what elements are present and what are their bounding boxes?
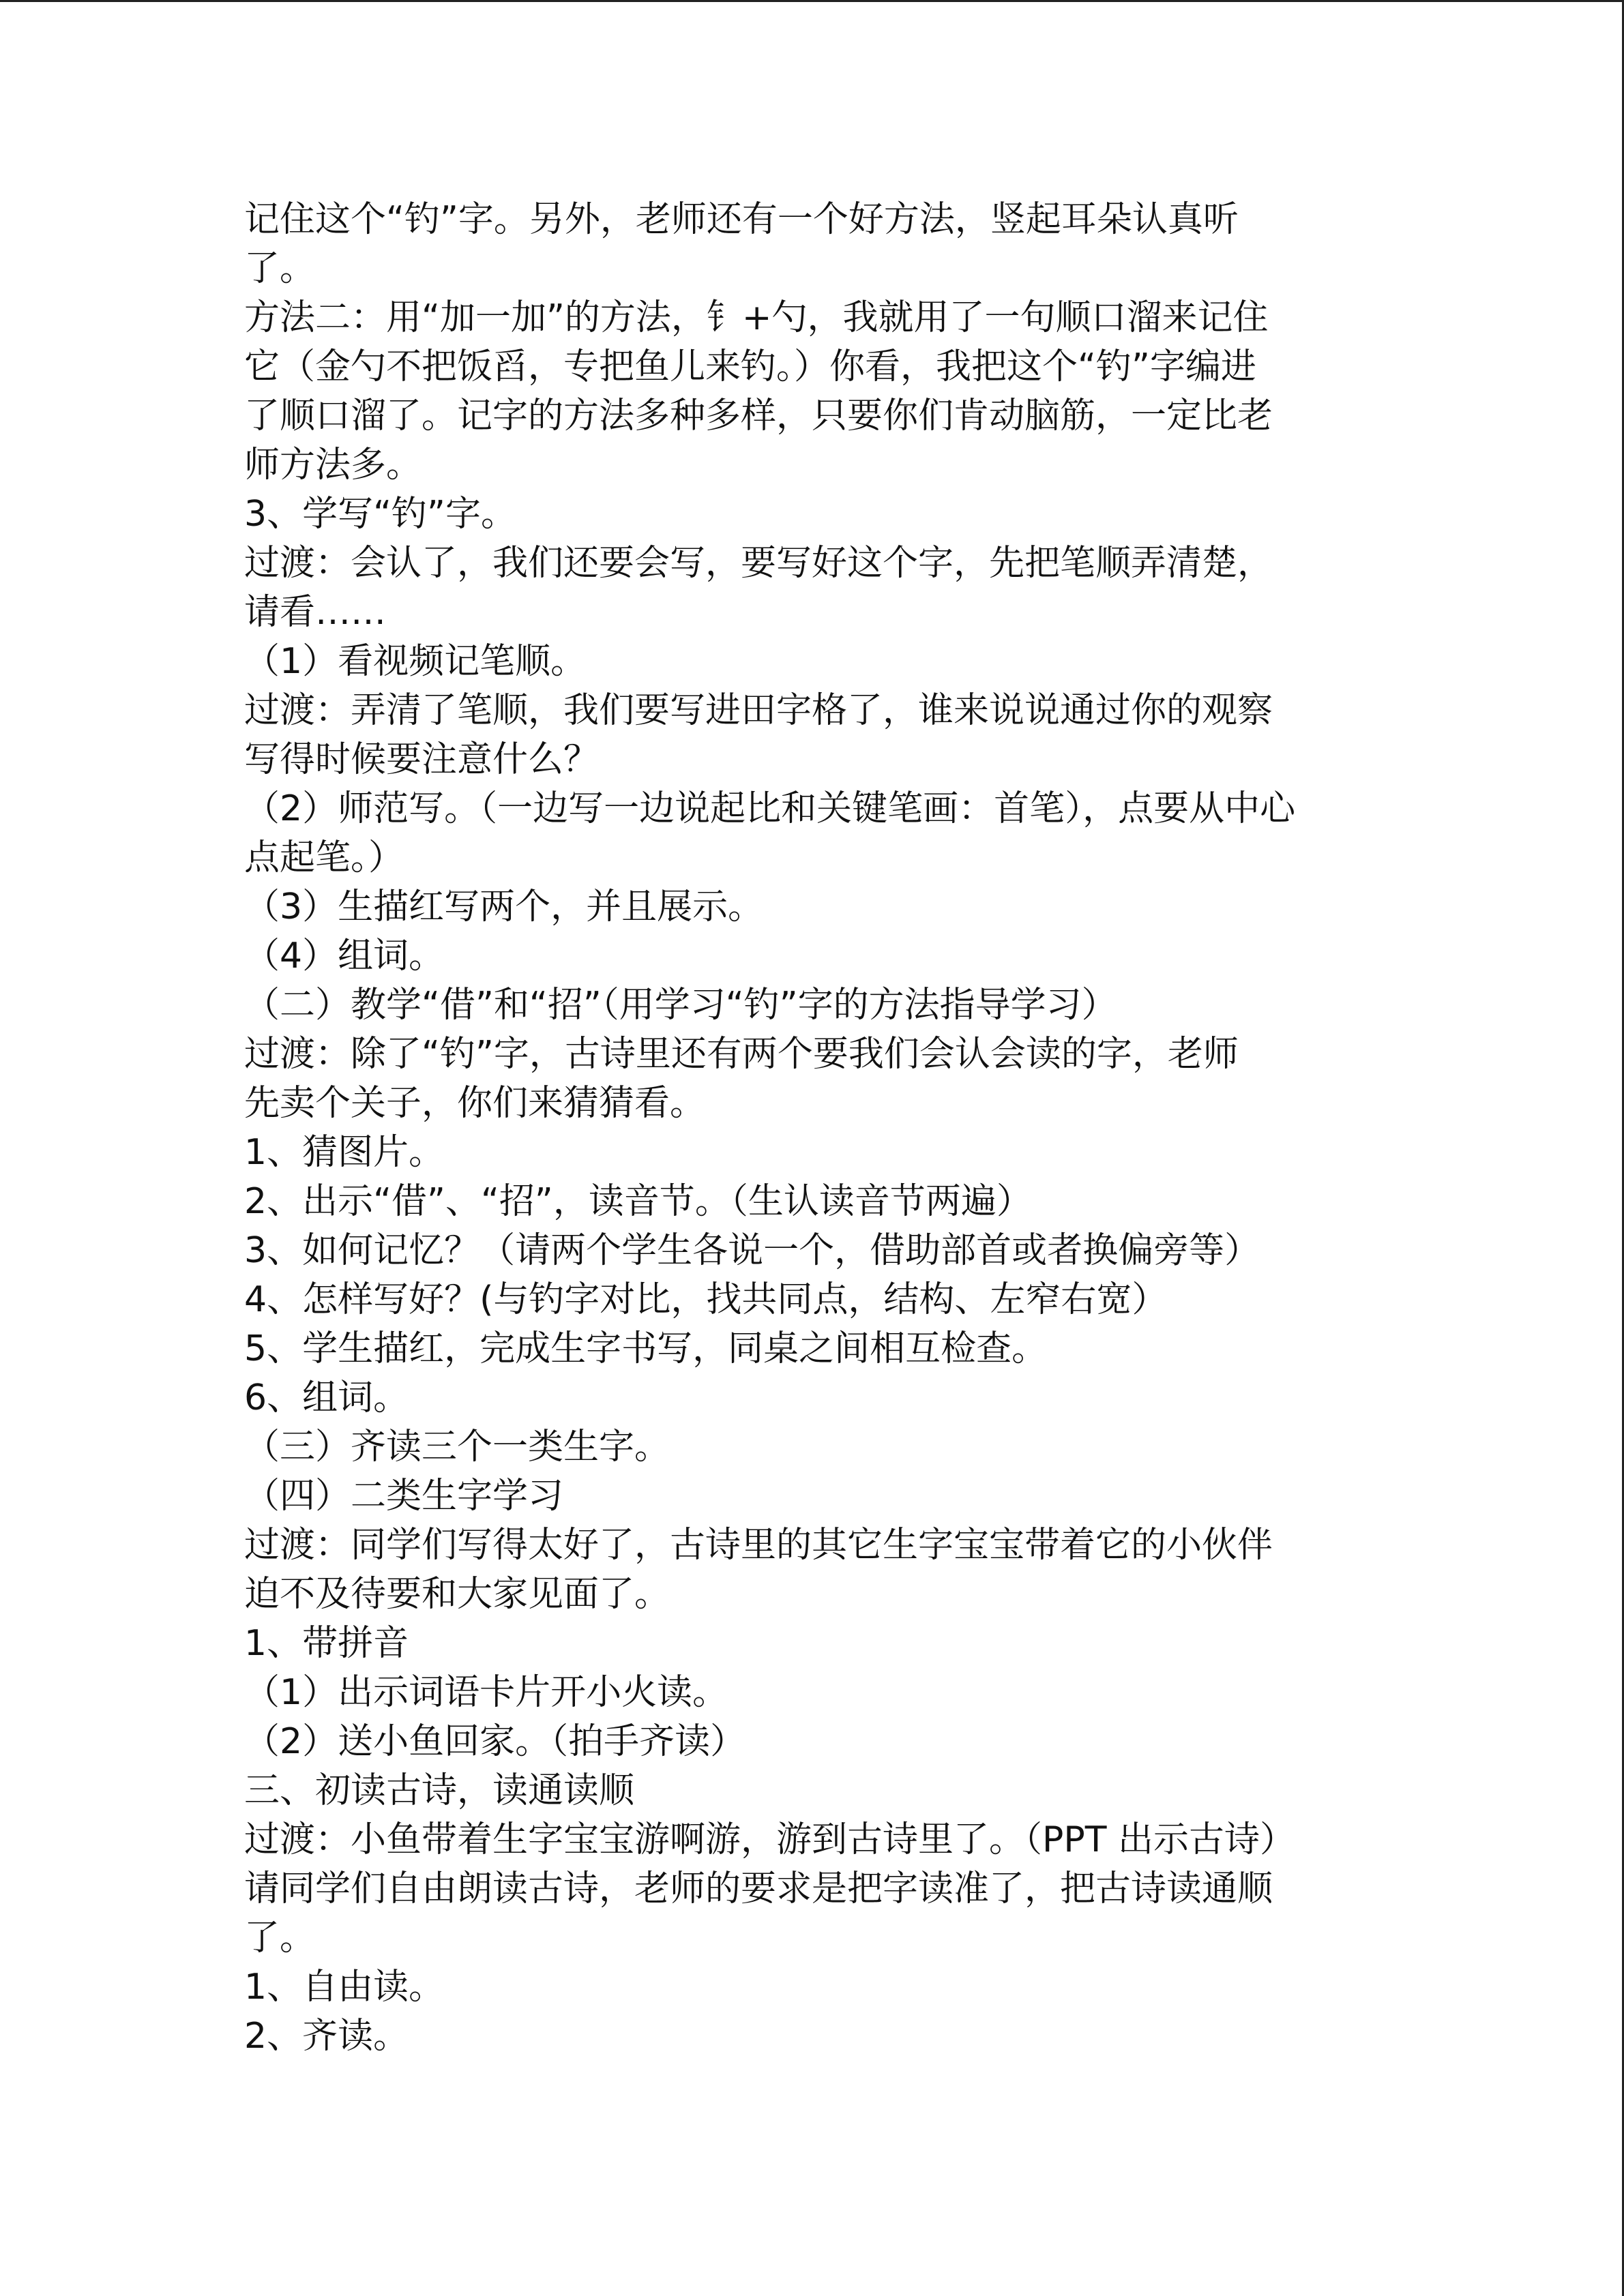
text-line: 写得时候要注意什么？ bbox=[244, 739, 600, 780]
text-line: （3）生描红写两个，并且展示。 bbox=[244, 886, 764, 927]
text-line: 过渡：同学们写得太好了，古诗里的其它生字宝宝带着它的小伙伴 bbox=[244, 1525, 1273, 1566]
text-line: 了。 bbox=[244, 1918, 316, 1958]
text-line: 过渡：小鱼带着生字宝宝游啊游，游到古诗里了。（PPT 出示古诗） bbox=[244, 1819, 1296, 1860]
list-item: 1、猜图片。 bbox=[244, 1132, 445, 1173]
text-line: 了。 bbox=[244, 248, 316, 289]
text-line: 过渡：弄清了笔顺，我们要写进田字格了，谁来说说通过你的观察 bbox=[244, 690, 1273, 731]
list-item: 1、带拼音 bbox=[244, 1623, 409, 1664]
list-item: 4、怎样写好？(与钓字对比，找共同点，结构、左窄右宽） bbox=[244, 1279, 1168, 1320]
text-line: （1）看视频记笔顺。 bbox=[244, 641, 587, 682]
text-line: 记住这个“钓”字。另外，老师还有一个好方法，竖起耳朵认真听 bbox=[244, 199, 1239, 240]
text-line: 点起笔。） bbox=[244, 837, 404, 878]
list-item: （1）出示词语卡片开小火读。 bbox=[244, 1672, 728, 1713]
document-body bbox=[244, 195, 1376, 2061]
text-line: 方法二：用“加一加”的方法，钅+勺，我就用了一句顺口溜来记住 bbox=[244, 297, 1269, 338]
text-line: 它（金勺不把饭舀，专把鱼儿来钓。）你看，我把这个“钓”字编进 bbox=[244, 346, 1256, 387]
section-heading: （三）齐读三个一类生字。 bbox=[244, 1427, 670, 1467]
list-item: 1、自由读。 bbox=[244, 1967, 445, 2008]
section-heading: （四）二类生字学习 bbox=[244, 1476, 564, 1517]
list-item: 5、学生描红，完成生字书写，同桌之间相互检查。 bbox=[244, 1328, 1048, 1369]
text-line: 迫不及待要和大家见面了。 bbox=[244, 1574, 670, 1615]
text-line: 了顺口溜了。记字的方法多种多样，只要你们肯动脑筋，一定比老 bbox=[244, 396, 1273, 436]
section-heading: 3、学写“钓”字。 bbox=[244, 494, 516, 535]
text-line: （2）师范写。（一边写一边说起比和关键笔画：首笔），点要从中心 bbox=[244, 788, 1296, 829]
text-line: （4）组词。 bbox=[244, 936, 445, 976]
section-heading: （二）教学“借”和“招”（用学习“钓”字的方法指导学习） bbox=[244, 985, 1117, 1026]
text-line: 请同学们自由朗读古诗，老师的要求是把字读准了，把古诗读通顺 bbox=[244, 1868, 1273, 1909]
list-item: 2、出示“借”、“招”，读音节。（生认读音节两遍） bbox=[244, 1181, 1032, 1222]
list-item: 2、齐读。 bbox=[244, 2016, 409, 2057]
text-line: 请看…… bbox=[244, 592, 387, 633]
section-heading: 三、初读古诗，读通读顺 bbox=[244, 1770, 635, 1811]
page-top-border bbox=[0, 0, 1624, 2]
list-item: 6、组词。 bbox=[244, 1377, 409, 1418]
list-item: 3、如何记忆？（请两个学生各说一个，借助部首或者换偏旁等） bbox=[244, 1230, 1260, 1271]
text-line: 过渡：会认了，我们还要会写，要写好这个字，先把笔顺弄清楚， bbox=[244, 543, 1273, 584]
text-line: 先卖个关子，你们来猜猜看。 bbox=[244, 1083, 706, 1124]
text-line: 师方法多。 bbox=[244, 445, 422, 486]
list-item: （2）送小鱼回家。（拍手齐读） bbox=[244, 1721, 746, 1762]
text-line: 过渡：除了“钓”字，古诗里还有两个要我们会认会读的字，老师 bbox=[244, 1034, 1239, 1075]
